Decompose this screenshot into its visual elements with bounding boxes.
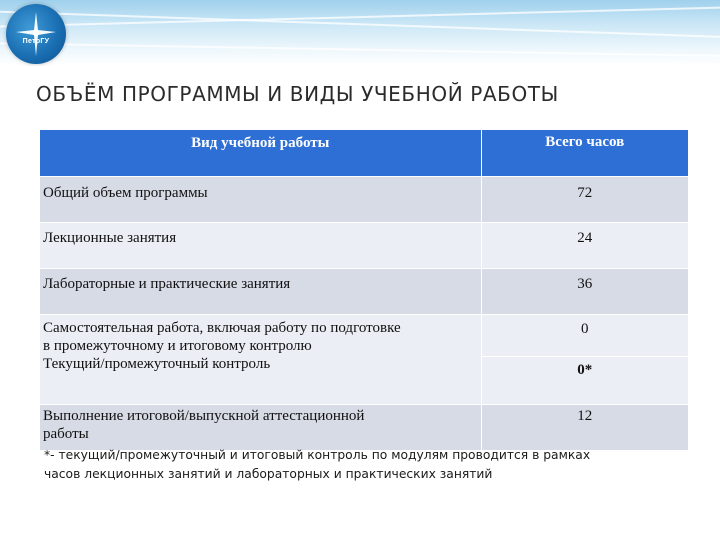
table-row: [40, 269, 688, 315]
activity-label: в промежуточному и итоговому контролю: [43, 338, 312, 354]
activity-cell: [40, 269, 481, 315]
activity-label: работы: [43, 426, 89, 442]
hours-value-control: 0*: [577, 362, 593, 378]
activity-cell: [40, 223, 481, 269]
hours-value: 0: [581, 321, 589, 337]
column-header-hours: Всего часов: [481, 130, 688, 177]
footnote: [44, 446, 674, 484]
activity-label: Лекционные занятия: [43, 230, 177, 246]
activity-label: Выполнение итоговой/выпускной аттестационной: [43, 408, 365, 424]
logo-star-icon: [6, 4, 66, 64]
activity-cell: [40, 315, 481, 405]
table-row: [40, 405, 688, 451]
activity-label: Самостоятельная работа, включая работу по подготовке: [43, 320, 401, 336]
hours-cell: 72: [481, 177, 688, 223]
activity-label: Текущий/промежуточный контроль: [43, 356, 271, 372]
hours-cell: 12: [481, 405, 688, 451]
hours-cell: [481, 315, 688, 405]
activity-label: Общий объем программы: [43, 185, 208, 201]
hours-table: [40, 130, 688, 450]
cell-divider: [482, 356, 689, 357]
hours-cell: 36: [481, 269, 688, 315]
table-row: [40, 315, 688, 405]
logo-text: ПетрГУ: [22, 38, 50, 45]
banner-stripe: [0, 42, 720, 58]
footnote-line: *- текущий/промежуточный и итоговый контроль по модулям проводится в рамках: [44, 448, 591, 462]
activity-label: Лабораторные и практические занятия: [43, 276, 291, 292]
university-logo: [6, 4, 66, 64]
table-header-row: [40, 130, 688, 177]
footnote-line: часов лекционных занятий и лабораторных и практических занятий: [44, 467, 493, 481]
activity-cell: [40, 405, 481, 451]
hours-cell: 24: [481, 223, 688, 269]
activity-cell: [40, 177, 481, 223]
table-row: [40, 177, 688, 223]
column-header-activity: Вид учебной работы: [40, 130, 481, 177]
page-title: ОБЪЁМ ПРОГРАММЫ И ВИДЫ УЧЕБНОЙ РАБОТЫ: [36, 82, 559, 106]
top-banner: [0, 0, 720, 66]
table-row: [40, 223, 688, 269]
